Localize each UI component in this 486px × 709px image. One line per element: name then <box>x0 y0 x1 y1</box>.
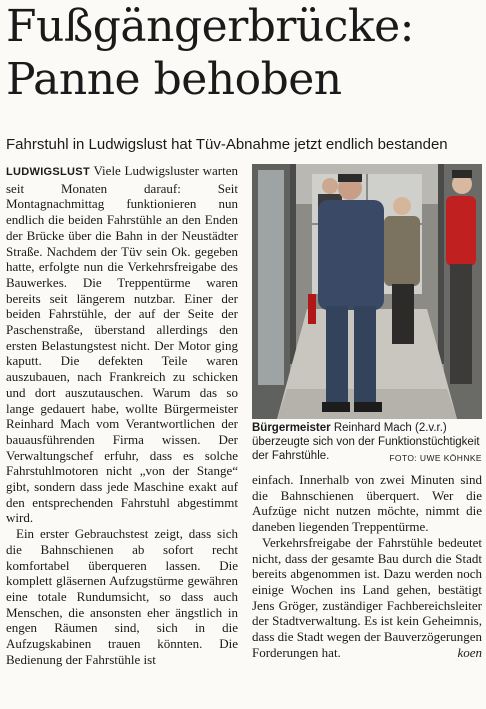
article-column-left <box>6 163 238 668</box>
headline-line-1: Fußgängerbrücke: <box>6 1 414 52</box>
caption-text: Reinhard Mach (2.v.r.) überzeugte sich von der Funktionstüchtigkeit der Fahrstühle. <box>252 422 480 462</box>
caption-lead: Bürgermeister <box>252 422 331 434</box>
paragraph-4 <box>252 535 482 661</box>
paragraph-1-text: Viele Ludwigsluster warten seit Monaten darauf: Seit Montagnachmittag funktionieren nun endlich die beiden Fahrstühle an den Enden der Brücke über die Bahn in der Neustädter Straße. Nachdem der Tüv sein Ok. gegeben hatte, erfolgte nun die Verkehrsfreigabe des Bauwerkes. Die Treppentürme waren bereits seit längerem nutzbar. Einer der beiden Fahrstühle, der auf der Seite der Paschenstraße, überstand allerdings den ersten Belastungstest nicht. Der Motor ging kaputt. Die defekten Teile waren auszubauen, nach Frankreich zu schicken und dort auszutauschen. Warum das so lange gedauert habe, wollte Bürgermeister Reinhard Mach vom Verantwortlichen der bauausführenden Firma wissen. Der Verwaltungschef erfuhr, dass es solche Fahrstuhlmotoren nicht „von der Stange“ gibt, sondern dass jede Maschine exakt auf den entsprechenden Fahrstuhl abgestimmt wird. <box>6 163 239 526</box>
photo-credit: FOTO: UWE KÖHNKE <box>389 453 482 463</box>
photo-caption <box>252 421 482 465</box>
headline <box>6 0 482 106</box>
author-signature: koen <box>457 644 482 660</box>
headline-line-2: Panne behoben <box>6 54 342 105</box>
paragraph-1 <box>6 163 238 526</box>
paragraph-3: einfach. Innerhalb von zwei Minuten sind die Bahnschienen überquert. Wer die Aufzüge nicht nutzen möchte, nimmt die daneben liegenden Treppentürme. <box>252 472 482 535</box>
article-photo <box>252 164 482 419</box>
subheadline: Fahrstuhl in Ludwigslust hat Tüv-Abnahme jetzt endlich bestanden <box>6 136 448 153</box>
article-column-right <box>252 472 482 660</box>
elevator-photo-illustration <box>252 164 482 419</box>
paragraph-2: Ein erster Gebrauchstest zeigt, dass sich die Bahnschienen ab sofort recht komfortabel überqueren lassen. Die komplett gläsernen Aufzugstürme gewähren eine totale Rundumsicht, so dass auch Menschen, die ansonsten eher ängstlich in engen Räumen sind, sich in die Aufzugskabinen trauen könnten. Die Bedienung der Fahrstühle ist <box>6 526 238 667</box>
paragraph-4-text: Verkehrsfreigabe der Fahrstühle bedeutet nicht, dass der gesamte Bau durch die Stadt bereits abgenommen ist. Dazu werden noch einige Wochen ins Land gehen, bestätigt Jens Gröger, zuständiger Fachbereichsleiter der Stadtverwaltung. Es ist kein Geheimnis, dass die Stadt wegen der Bauverzögerungen Forderungen hat. <box>252 534 482 660</box>
dateline: LUDWIGSLUST <box>6 166 90 178</box>
